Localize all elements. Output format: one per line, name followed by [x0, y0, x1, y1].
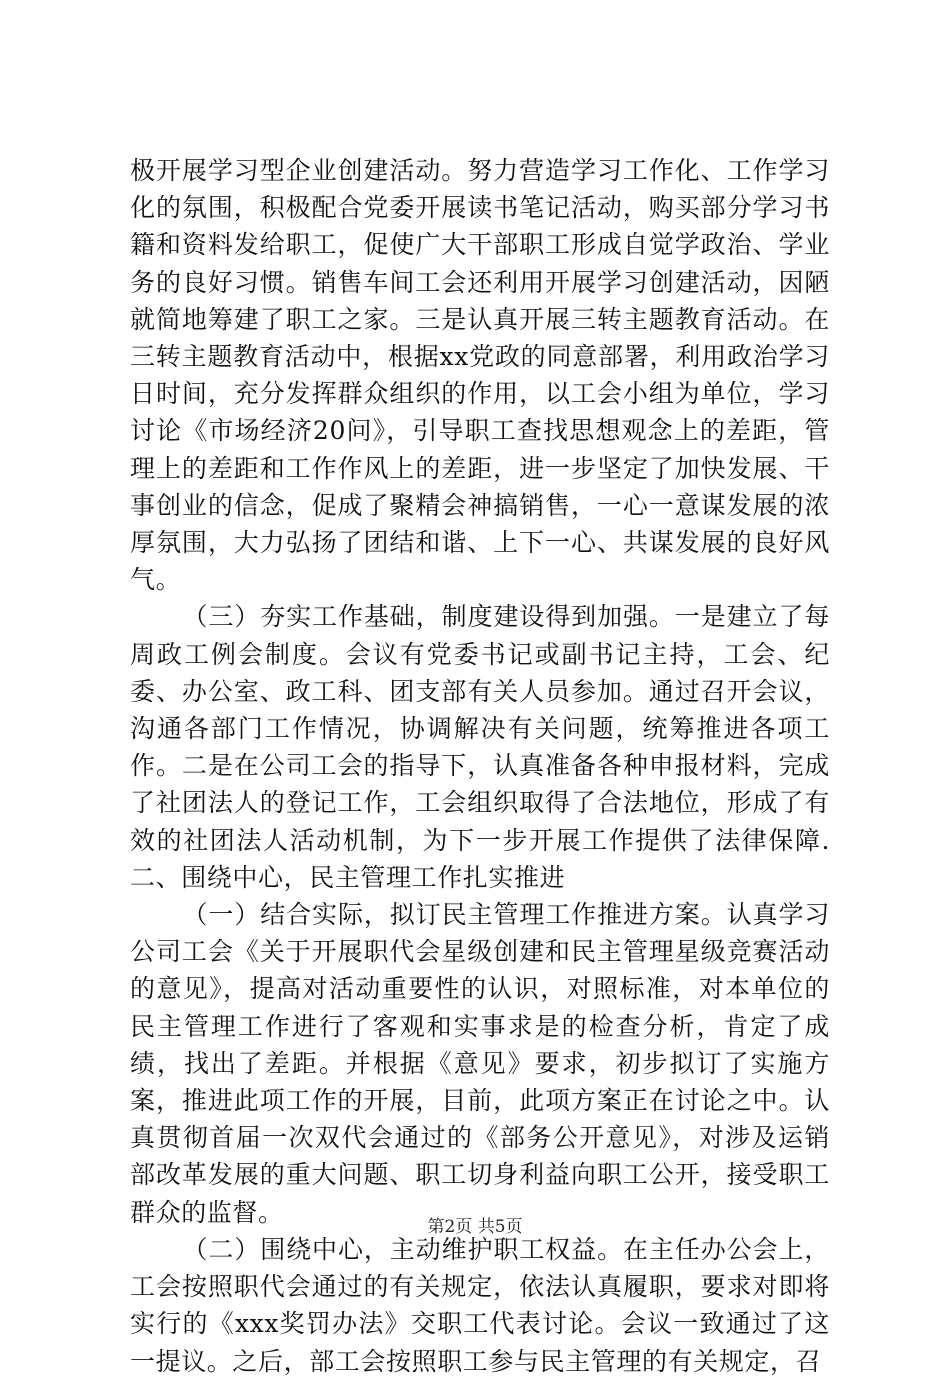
paragraph-continuation: 极开展学习型企业创建活动。努力营造学习工作化、工作学习化的氛围，积极配合党委开展读书笔记活动，购买部分学习书籍和资料发给职工，促使广大干部职工形成自觉学政治、学业务的良好习惯。销售车间工会还利用开展学习创建活动，因陋就简地筹建了职工之家。三是认真开展三转主题教育活动。在三转主题教育活动中，根据xx党政的同意部署，利用政治学习日时间，充分发挥群众组织的作用，以工会小组为单位，学习讨论《市场经济20问》，引导职工查找思想观念上的差距，管理上的差距和工作作风上的差距，进一步坚定了加快发展、干事创业的信念，促成了聚精会神搞销售，一心一意谋发展的浓厚氛围，大力弘扬了团结和谐、上下一心、共谋发展的良好风气。 [130, 156, 830, 595]
paragraph-section-1: （一）结合实际，拟订民主管理工作推进方案。认真学习公司工会《关于开展职代会星级创建和民主管理星级竞赛活动的意见》，提高对活动重要性的认识，对照标准，对本单位的民主管理工作进行了客观和实事求是的检查分析，肯定了成绩，找出了差距。并根据《意见》要求，初步拟订了实施方案，推进此项工作的开展，目前，此项方案正在讨论之中。认真贯彻首届一次双代会通过的《部务公开意见》，对涉及运销部改革发展的重大问题、职工切身利益向职工公开，接受职工群众的监督。 [130, 900, 830, 1227]
page-number-footer: 第2页 共5页 [427, 1217, 523, 1237]
paragraph-section-3: （三）夯实工作基础，制度建设得到加强。一是建立了每周政工例会制度。会议有党委书记或副书记主持，工会、纪委、办公室、政工科、团支部有关人员参加。通过召开会议，沟通各部门工作情况，协调解决有关问题，统筹推进各项工作。二是在公司工会的指导下，认真准备各种申报材料，完成了社团法人的登记工作，工会组织取得了合法地位，形成了有效的社团法人活动机制，为下一步开展工作提供了法律保障.二、围绕中心，民主管理工作扎实推进 [130, 602, 830, 892]
paragraph-section-2: （二）围绕中心，主动维护职工权益。在主任办公会上，工会按照职代会通过的有关规定，依法认真履职，要求对即将实行的《xxx奖罚办法》交职工代表讨论。会议一致通过了这一提议。之后，部工会按照职工参与民主管理的有关规定，召 [130, 1234, 830, 1376]
document-body [130, 152, 830, 1380]
